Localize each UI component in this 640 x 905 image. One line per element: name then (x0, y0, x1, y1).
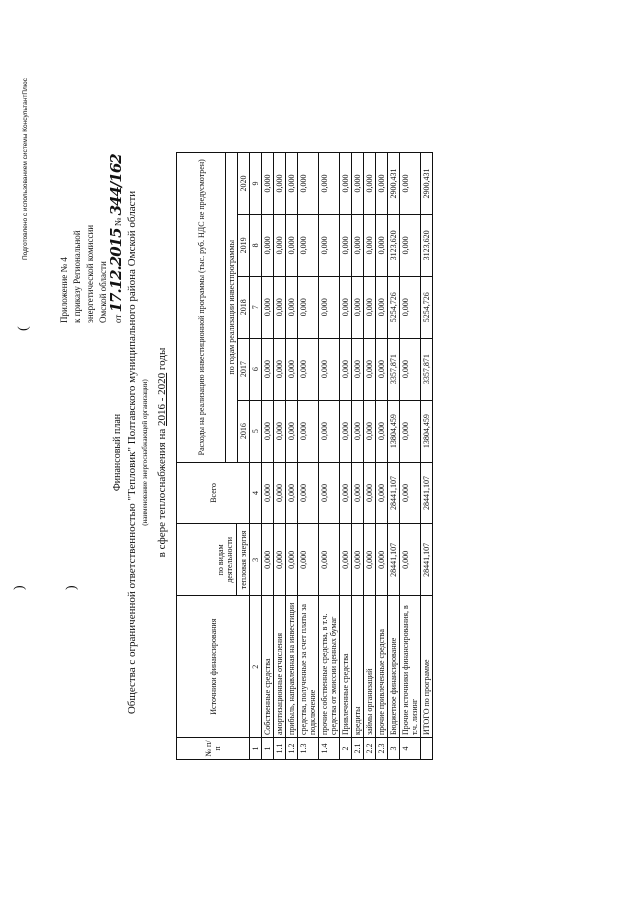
row-value: 0,000 (319, 214, 340, 276)
year-2020: 2020 (238, 153, 250, 215)
col-number: 1 (250, 738, 262, 760)
row-source-name: Привлеченные средства (340, 596, 352, 738)
period-suffix: годы (156, 347, 168, 371)
table-row (274, 153, 286, 760)
ref-number-label: № (113, 217, 123, 227)
row-value: 28441,107 (421, 462, 433, 524)
row-value: 0,000 (286, 338, 298, 400)
row-value: 0,000 (286, 400, 298, 462)
table-row (298, 153, 319, 760)
row-value: 3123,620 (388, 214, 400, 276)
table-row (352, 153, 364, 760)
table-row (421, 153, 433, 760)
row-value: 0,000 (340, 524, 352, 596)
row-value: 0,000 (262, 276, 274, 338)
period-range: 2016 - 2020 (156, 372, 168, 426)
appendix-line-3: энергетической комиссии (85, 224, 95, 323)
row-value: 5254,726 (421, 276, 433, 338)
row-number (421, 738, 433, 760)
table-row (376, 153, 388, 760)
row-value: 0,000 (376, 276, 388, 338)
row-value: 0,000 (364, 214, 376, 276)
stray-parenthesis-1: ( (16, 326, 31, 331)
row-source-name: амортизационные отчисления (274, 596, 286, 738)
header-expenses: Расходы на реализацию инвестиционной программы (тыс. руб. НДС не предусмотрен) (177, 153, 226, 463)
row-number: 2.2 (364, 738, 376, 760)
row-source-name: прочие привлеченные средства (376, 596, 388, 738)
ref-prefix: от (113, 314, 123, 323)
row-value: 0,000 (364, 153, 376, 215)
row-value: 0,000 (364, 338, 376, 400)
row-value: 0,000 (340, 400, 352, 462)
year-2018: 2018 (238, 276, 250, 338)
row-value: 0,000 (400, 276, 421, 338)
header-by-years: по годам реализации инвестпрограммы (226, 153, 238, 463)
col-number: 4 (250, 462, 262, 524)
row-value: 0,000 (262, 400, 274, 462)
stray-parenthesis-3: ) (64, 585, 79, 590)
header-row-1 (177, 153, 226, 760)
row-value: 0,000 (274, 524, 286, 596)
row-value: 3357,871 (388, 338, 400, 400)
row-value: 0,000 (319, 338, 340, 400)
row-value: 0,000 (352, 338, 364, 400)
row-value: 0,000 (352, 462, 364, 524)
col-number: 5 (250, 400, 262, 462)
table-row (364, 153, 376, 760)
row-source-name: Бюджетное финансирование (388, 596, 400, 738)
row-value: 0,000 (376, 462, 388, 524)
document-title: Финансовый план (112, 413, 123, 492)
row-value: 0,000 (340, 214, 352, 276)
row-value: 0,000 (400, 153, 421, 215)
financial-plan-table (176, 152, 433, 760)
col-number: 8 (250, 214, 262, 276)
row-value: 0,000 (400, 462, 421, 524)
row-value: 0,000 (319, 276, 340, 338)
row-value: 5254,726 (388, 276, 400, 338)
row-value: 0,000 (298, 276, 319, 338)
row-value: 0,000 (262, 153, 274, 215)
row-value: 3123,620 (421, 214, 433, 276)
row-value: 0,000 (274, 214, 286, 276)
row-value: 0,000 (376, 524, 388, 596)
row-value: 0,000 (319, 524, 340, 596)
row-value: 0,000 (298, 214, 319, 276)
row-source-name: Прочие источники финансирования, в т.ч. лизинг (400, 596, 421, 738)
row-source-name: займы организаций (364, 596, 376, 738)
row-value: 13804,459 (388, 400, 400, 462)
row-number: 2 (340, 738, 352, 760)
header-activity-sub: тепловая энергия (236, 524, 248, 595)
period-prefix: в сфере теплоснабжения на (156, 428, 168, 558)
row-value: 3357,871 (421, 338, 433, 400)
row-value: 0,000 (286, 462, 298, 524)
row-value: 0,000 (352, 400, 364, 462)
row-value: 0,000 (286, 153, 298, 215)
row-value: 0,000 (274, 338, 286, 400)
row-value: 0,000 (376, 400, 388, 462)
row-number: 1.1 (274, 738, 286, 760)
table-row (340, 153, 352, 760)
row-source-name: ИТОГО по программе (421, 596, 433, 738)
table-row (262, 153, 274, 760)
row-value: 0,000 (262, 524, 274, 596)
header-activity (177, 524, 250, 596)
row-value: 2900,431 (388, 153, 400, 215)
row-number: 1.4 (319, 738, 340, 760)
row-number: 3 (388, 738, 400, 760)
row-value: 0,000 (400, 400, 421, 462)
table-row (400, 153, 421, 760)
year-2019: 2019 (238, 214, 250, 276)
row-value: 0,000 (319, 400, 340, 462)
row-number: 1.3 (298, 738, 319, 760)
row-value: 0,000 (274, 462, 286, 524)
appendix-line-1: Приложение № 4 (59, 257, 69, 323)
row-value: 0,000 (286, 524, 298, 596)
row-number: 4 (400, 738, 421, 760)
row-value: 0,000 (262, 462, 274, 524)
col-number: 7 (250, 276, 262, 338)
row-value: 0,000 (376, 214, 388, 276)
row-value: 0,000 (274, 276, 286, 338)
row-value: 0,000 (400, 338, 421, 400)
row-value: 0,000 (364, 462, 376, 524)
row-value: 13804,459 (421, 400, 433, 462)
col-number: 2 (250, 596, 262, 738)
row-value: 0,000 (376, 153, 388, 215)
header-sources: Источники финансирования (177, 596, 250, 738)
year-2016: 2016 (238, 400, 250, 462)
row-number: 2.1 (352, 738, 364, 760)
row-value: 0,000 (340, 338, 352, 400)
col-number: 6 (250, 338, 262, 400)
header-num: № п/п (177, 738, 250, 760)
row-number: 1 (262, 738, 274, 760)
col-number: 9 (250, 153, 262, 215)
row-value: 0,000 (286, 276, 298, 338)
row-source-name: прочие собственные средства, в т.ч. средства от эмиссии ценных бумаг (319, 596, 340, 738)
row-value: 0,000 (340, 462, 352, 524)
row-value: 0,000 (400, 524, 421, 596)
row-value: 0,000 (319, 153, 340, 215)
col-number: 3 (250, 524, 262, 596)
row-value: 0,000 (286, 214, 298, 276)
row-value: 0,000 (340, 153, 352, 215)
ref-number-handwritten: 344/162 (107, 154, 125, 216)
row-value: 0,000 (364, 276, 376, 338)
row-number: 2.3 (376, 738, 388, 760)
column-number-row (250, 153, 262, 760)
header-activity-label: по видам деятельности (216, 536, 234, 583)
year-2017: 2017 (238, 338, 250, 400)
appendix-line-4: Омской области (98, 261, 108, 323)
row-value: 28441,107 (388, 462, 400, 524)
period-line (156, 0, 168, 905)
row-value: 0,000 (274, 153, 286, 215)
row-value: 0,000 (364, 400, 376, 462)
organization-caption: (наименование энергоснабжающей организации) (141, 379, 149, 526)
row-value: 28441,107 (388, 524, 400, 596)
row-value: 0,000 (352, 214, 364, 276)
table-row (319, 153, 340, 760)
watermark-text: Подготовлено с использованием системы КонсультантПлюс (22, 78, 29, 260)
row-number: 1.2 (286, 738, 298, 760)
row-value: 0,000 (274, 400, 286, 462)
row-source-name: прибыль, направленная на инвестиции (286, 596, 298, 738)
row-value: 0,000 (262, 338, 274, 400)
row-source-name: Собственные средства (262, 596, 274, 738)
ref-date-handwritten: 17.12.2015 (107, 228, 125, 313)
row-value: 0,000 (376, 338, 388, 400)
row-source-name: кредиты (352, 596, 364, 738)
stray-parenthesis-2: ) (12, 585, 27, 590)
header-total: Всего (177, 462, 250, 524)
table-row (388, 153, 400, 760)
table-row (286, 153, 298, 760)
organization-name: Общества с ограниченной ответственностью "Тепловик" Полтавского муниципального района Омской области (126, 190, 138, 715)
appendix-line-2: к приказу Региональной (72, 230, 82, 323)
row-value: 0,000 (352, 524, 364, 596)
row-value: 0,000 (340, 276, 352, 338)
row-value: 0,000 (400, 214, 421, 276)
row-value: 0,000 (298, 400, 319, 462)
row-source-name: средства, полученные за счет платы за подключение (298, 596, 319, 738)
row-value: 0,000 (352, 153, 364, 215)
row-value: 0,000 (298, 153, 319, 215)
row-value: 0,000 (298, 462, 319, 524)
row-value: 0,000 (352, 276, 364, 338)
row-value: 28441,107 (421, 524, 433, 596)
row-value: 0,000 (298, 524, 319, 596)
row-value: 0,000 (319, 462, 340, 524)
row-value: 0,000 (364, 524, 376, 596)
row-value: 2900,431 (421, 153, 433, 215)
row-value: 0,000 (298, 338, 319, 400)
row-value: 0,000 (262, 214, 274, 276)
